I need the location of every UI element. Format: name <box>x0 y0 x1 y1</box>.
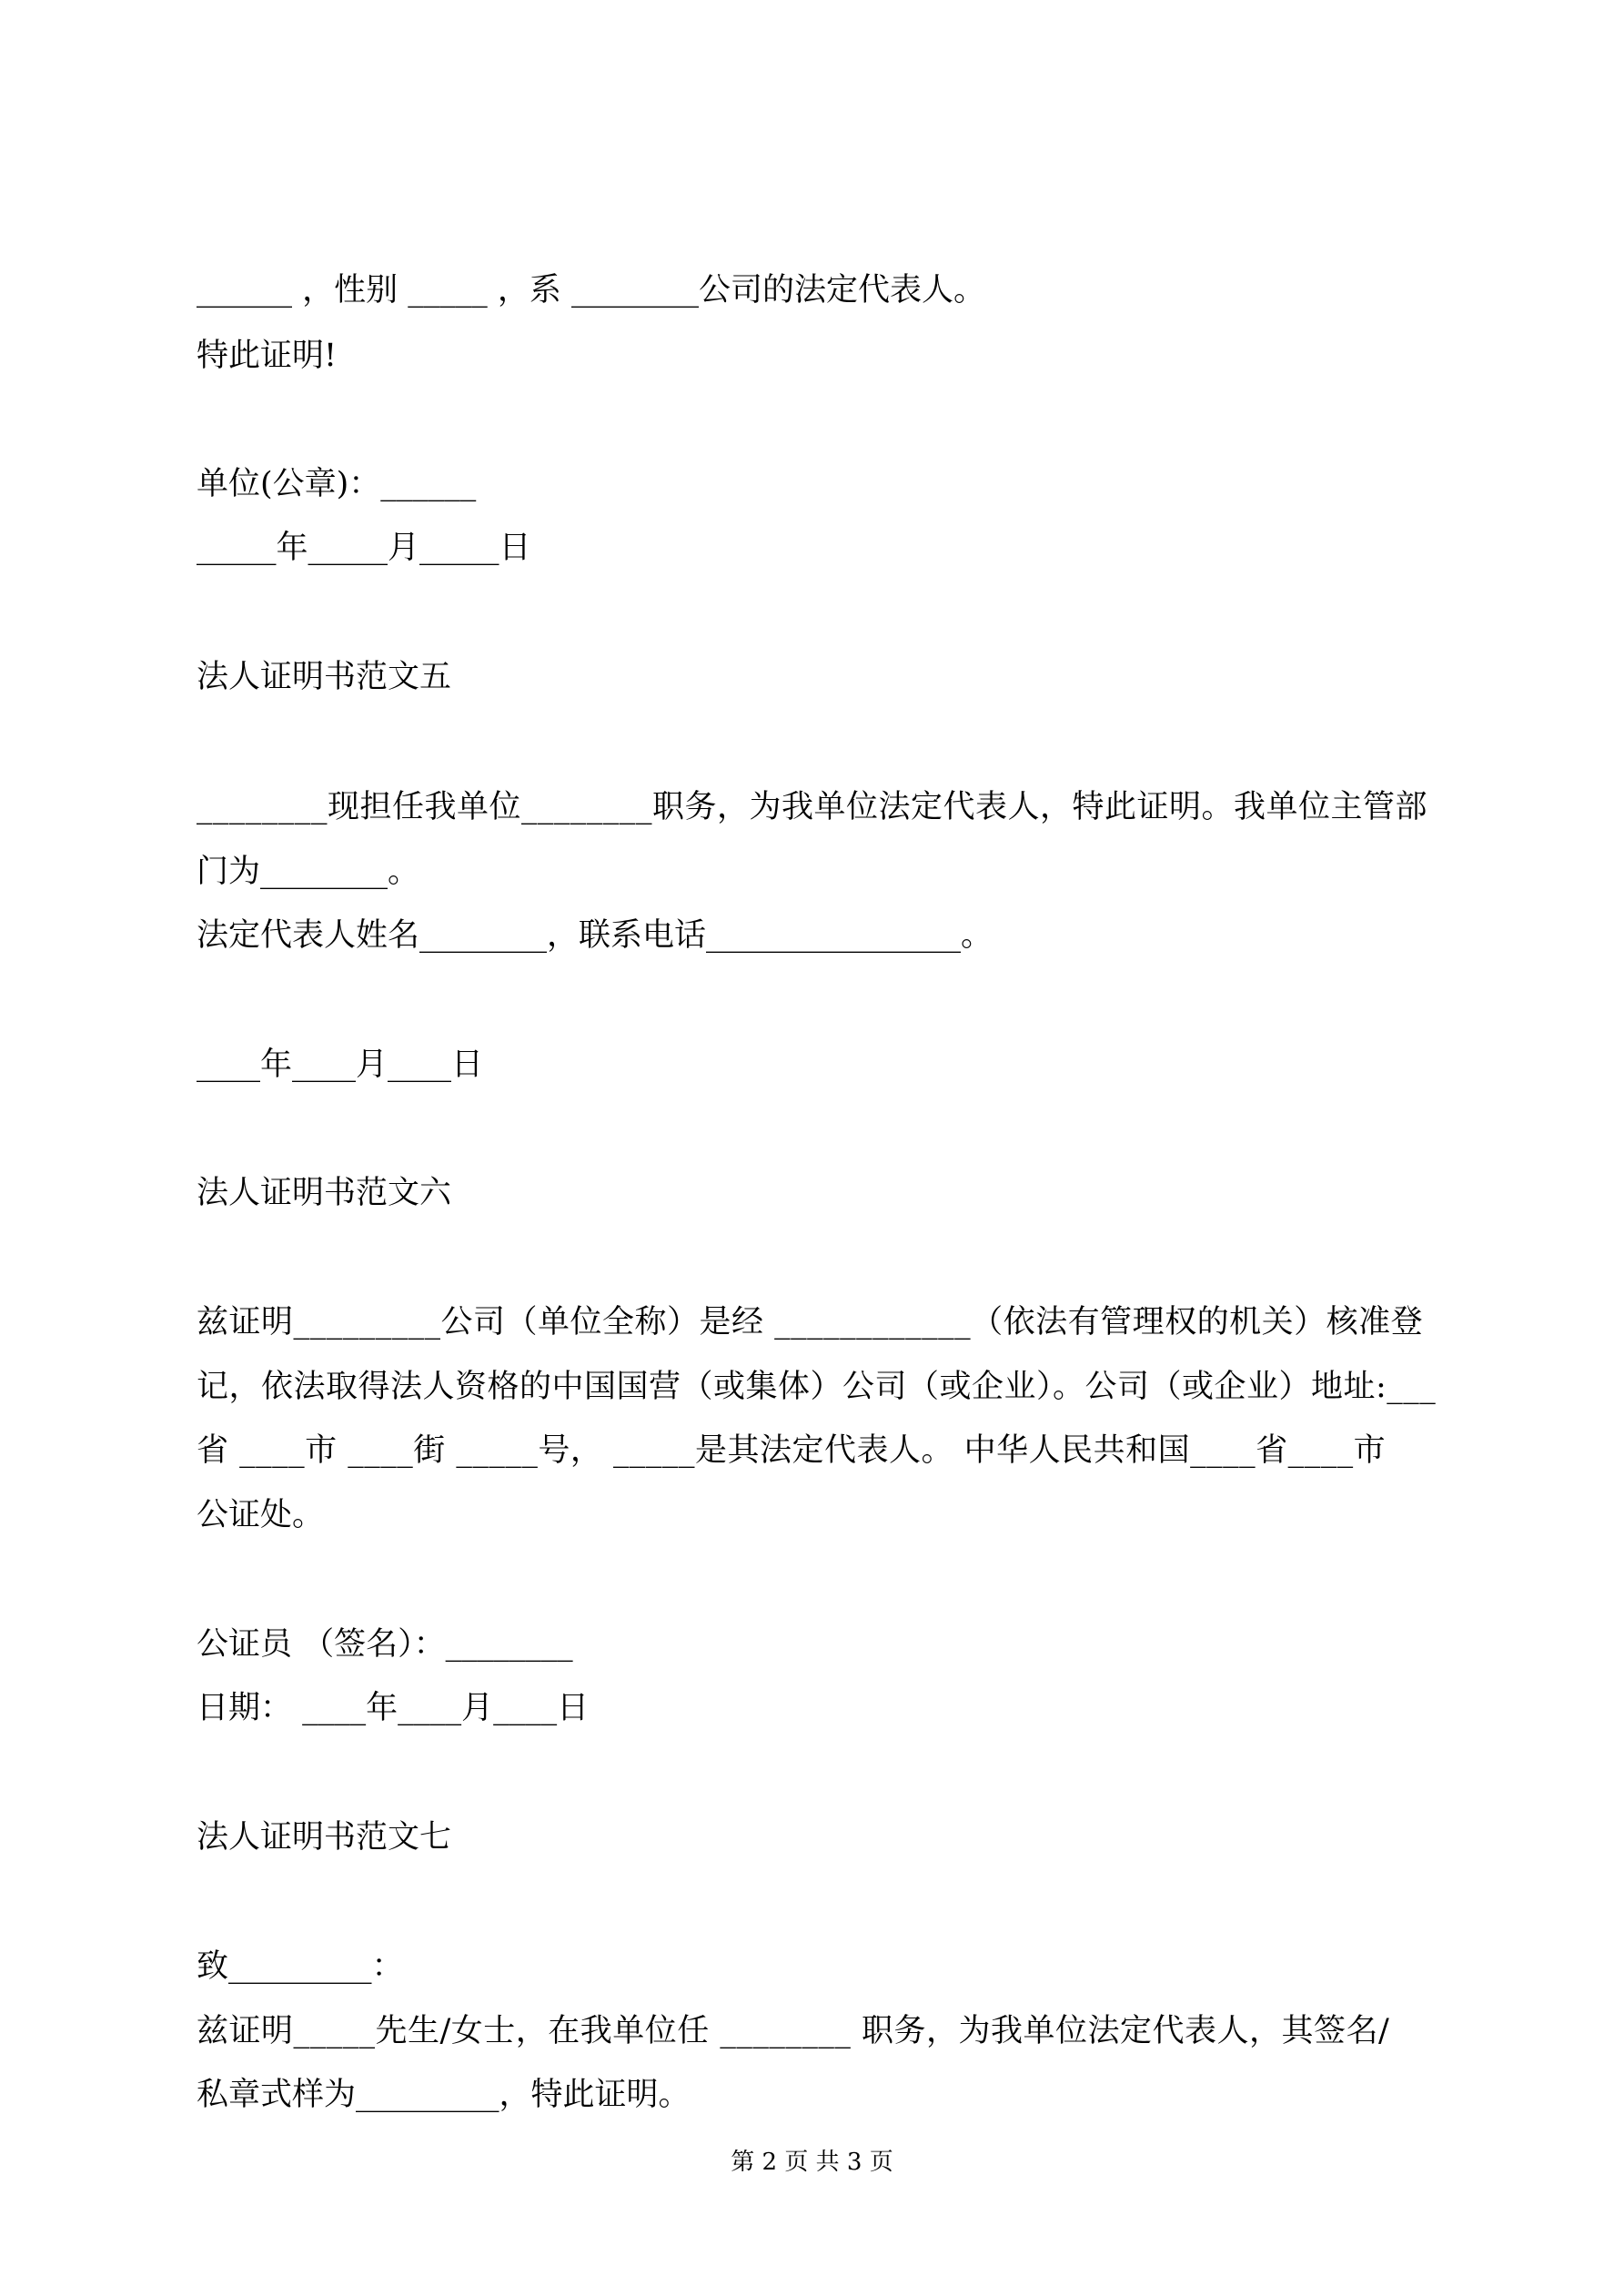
gender-company-line: ______ ，性别 _____ ，系 ________公司的法定代表人。 <box>197 272 986 308</box>
paragraph-line: 记，依法取得法人资格的中国国营（或集体）公司（或企业）。公司（或企业）地址:___ <box>197 1369 1437 1405</box>
paragraph-line: 私章式样为_________，特此证明。 <box>197 2077 691 2113</box>
section-heading: 法人证明书范文六 <box>197 1175 452 1211</box>
paragraph-line: ________现担任我单位________职务，为我单位法定代表人，特此证明。我单位主管部 <box>197 789 1428 825</box>
addressee-line: 致_________： <box>197 1948 404 1985</box>
paragraph-line: 省 ____市 ____街 _____号， _____是其法定代表人。 中华人民共和国____省____市 <box>197 1432 1387 1469</box>
paragraph-line: 门为________。 <box>197 854 420 890</box>
paragraph-line: 兹证明_________公司（单位全称）是经 ____________（依法有管理权的机关）核准登 <box>197 1304 1424 1340</box>
section-heading: 法人证明书范文七 <box>197 1819 452 1856</box>
hereby-certify-line: 特此证明! <box>197 338 338 374</box>
legal-rep-contact-line: 法定代表人姓名________，联系电话________________。 <box>197 917 994 954</box>
notary-signature-line: 公证员 （签名）：________ <box>197 1626 573 1663</box>
date-line: _____年_____月_____日 <box>197 530 531 566</box>
section-heading: 法人证明书范文五 <box>197 659 452 695</box>
seal-line: 单位(公章)：______ <box>197 466 477 502</box>
page-number-footer: 第 2 页 共 3 页 <box>731 2149 893 2176</box>
date-line: 日期： ____年____月____日 <box>197 1690 590 1726</box>
paragraph-line: 公证处。 <box>197 1497 325 1533</box>
paragraph-line: 兹证明_____先生/女士，在我单位任 ________ 职务，为我单位法定代表人，其签名/ <box>197 2013 1390 2049</box>
date-line: ____年____月____日 <box>197 1047 484 1083</box>
